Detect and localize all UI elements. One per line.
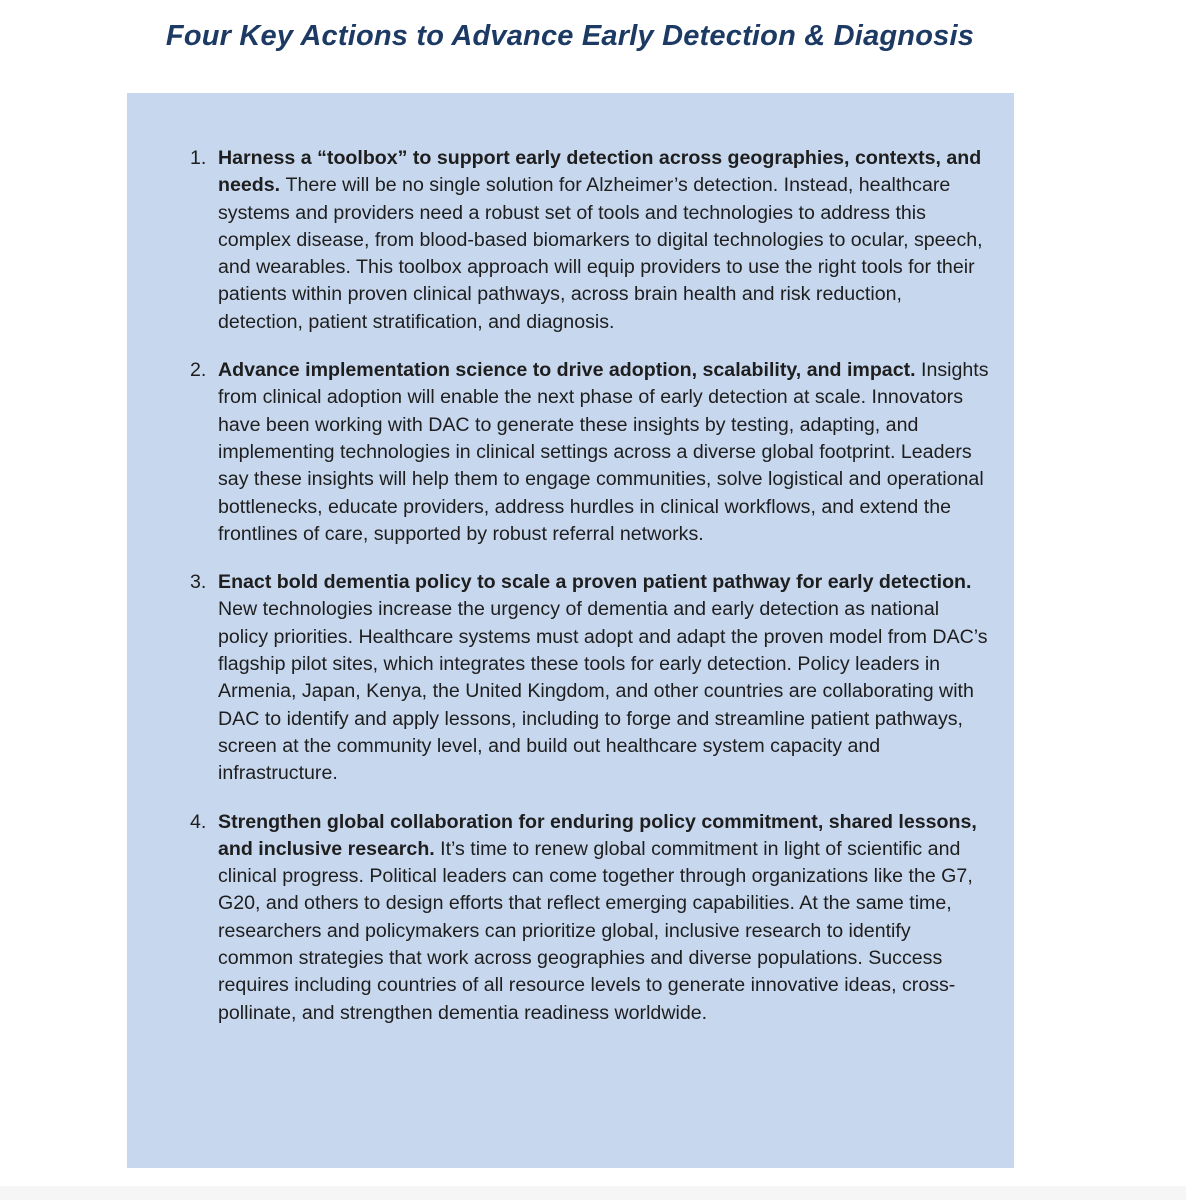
list-item xyxy=(190,145,990,336)
item-number: 4. xyxy=(190,810,207,833)
page-bottom-edge xyxy=(0,1186,1186,1200)
item-body xyxy=(218,145,990,336)
item-number: 2. xyxy=(190,359,207,382)
item-number: 1. xyxy=(190,147,207,169)
list-item xyxy=(190,569,990,787)
page-title: Four Key Actions to Advance Early Detection & Diagnosis xyxy=(165,20,975,52)
item-lead: Enact bold dementia policy to scale a proven patient pathway for early detection. xyxy=(218,571,972,594)
item-text: It’s time to renew global commitment in light of scientific and clinical progress. Political leaders can come together through organizations like the G7, G20, and others to design efforts that reflect emerging capabilities. At the same time, researchers and policymakers can prioritize global, inclusive research to identify common strategies that work across geographies and diverse populations. Success requires including countries of all resource levels to generate innovative ideas, cross-pollinate, and strengthen dementia readiness worldwide. xyxy=(218,837,973,1024)
item-lead: Strengthen global collaboration for enduring policy commitment, shared lessons, and inclusive research. xyxy=(218,810,977,860)
item-body xyxy=(218,357,990,548)
item-text: There will be no single solution for Alzheimer’s detection. Instead, healthcare systems and providers need a robust set of tools and technologies to address this complex disease, from blood-based biomarkers to digital technologies to ocular, speech, and wearables. This toolbox approach will equip providers to use the right tools for their patients within proven clinical pathways, across brain health and risk reduction, detection, patient stratification, and diagnosis. xyxy=(218,174,983,333)
item-body xyxy=(218,809,990,1027)
item-lead: Harness a “toolbox” to support early detection across geographies, contexts, and needs. xyxy=(218,147,982,197)
list-item xyxy=(190,809,990,1027)
list-item xyxy=(190,357,990,548)
item-text: New technologies increase the urgency of dementia and early detection as national policy priorities. Healthcare systems must adopt and adapt the proven model from DAC’s flagship pilot sites, which integrates these tools for early detection. Policy leaders in Armenia, Japan, Kenya, the United Kingdom, and other countries are collaborating with DAC to identify and apply lessons, including to forge and streamline patient pathways, screen at the community level, and build out healthcare system capacity and infrastructure. xyxy=(218,598,988,785)
key-actions-list xyxy=(190,145,990,1048)
item-body xyxy=(218,569,990,787)
item-lead: Advance implementation science to drive adoption, scalability, and impact. xyxy=(218,359,922,382)
item-number: 3. xyxy=(190,571,207,594)
item-text: Insights from clinical adoption will enable the next phase of early detection at scale. Innovators have been working with DAC to generate these insights by testing, adapting, and implementing technologies in clinical settings across a diverse global footprint. Leaders say these insights will help them to engage communities, solve logistical and operational bottlenecks, educate providers, address hurdles in clinical workflows, and extend the frontlines of care, supported by robust referral networks. xyxy=(218,359,989,545)
